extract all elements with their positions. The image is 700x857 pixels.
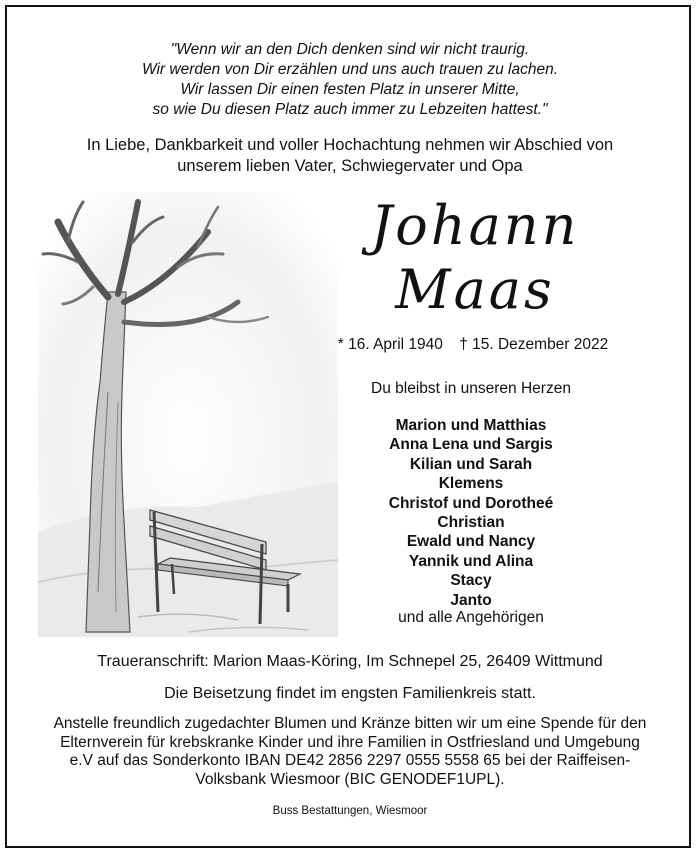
mourners-list <box>316 416 626 610</box>
mourner-entry: Yannik und Alina <box>408 552 534 570</box>
deceased-last-name: Maas <box>395 258 555 321</box>
death-date: † 15. Dezember 2022 <box>459 336 609 353</box>
mourner-entry: Christian <box>437 514 505 532</box>
mourner-entry: Janto <box>450 591 492 609</box>
quote-line: Wir lassen Dir einen festen Platz in unserer Mitte, <box>180 81 520 98</box>
quote-line: "Wenn wir an den Dich denken sind wir nicht traurig. <box>170 41 530 58</box>
donation-line: e.V auf das Sonderkonto IBAN DE42 2856 2297 0555 5558 65 bei der Raiffeisen- <box>69 752 631 769</box>
mourner-entry: Stacy <box>450 572 492 590</box>
donation-request <box>0 715 700 789</box>
burial-notice: Die Beisetzung findet im engsten Familienkreis statt. <box>164 685 536 702</box>
farewell-intro <box>0 135 700 177</box>
life-dates <box>328 336 618 354</box>
relatives-line: und alle Angehörigen <box>398 609 544 626</box>
memorial-quote <box>0 40 700 120</box>
quote-line: Wir werden von Dir erzählen und uns auch trauen zu lachen. <box>141 61 558 78</box>
donation-line: Anstelle freundlich zugedachter Blumen und Kränze bitten wir um eine Spende für den <box>53 715 647 732</box>
intro-line: unserem lieben Vater, Schwiegervater und Opa <box>177 157 523 175</box>
donation-line: Elternverein für krebskranke Kinder und ihre Familien in Ostfriesland und Umgebung <box>60 733 640 751</box>
mourner-entry: Kilian und Sarah <box>409 455 533 473</box>
remembrance-line: Du bleibst in unseren Herzen <box>371 380 571 397</box>
deceased-first-name: Johann <box>370 194 580 257</box>
mourner-entry: Anna Lena und Sargis <box>389 436 553 454</box>
mourning-address: Traueranschrift: Marion Maas-Köring, Im Schnepel 25, 26409 Wittmund <box>97 653 603 670</box>
mourner-entry: Christof und Dorotheé <box>388 494 554 512</box>
intro-line: In Liebe, Dankbarkeit und voller Hochachtung nehmen wir Abschied von <box>86 136 614 154</box>
mourner-entry: Marion und Matthias <box>395 417 547 434</box>
mourner-entry: Klemens <box>438 475 504 493</box>
quote-line: so wie Du diesen Platz auch immer zu Lebzeiten hattest." <box>152 101 548 118</box>
tree-and-bench-illustration <box>38 192 338 637</box>
birth-date: * 16. April 1940 <box>337 336 443 353</box>
mourner-entry: Ewald und Nancy <box>406 533 536 551</box>
undertaker-credit: Buss Bestattungen, Wiesmoor <box>272 805 428 817</box>
donation-line: Volksbank Wiesmoor (BIC GENODEF1UPL). <box>195 770 505 788</box>
